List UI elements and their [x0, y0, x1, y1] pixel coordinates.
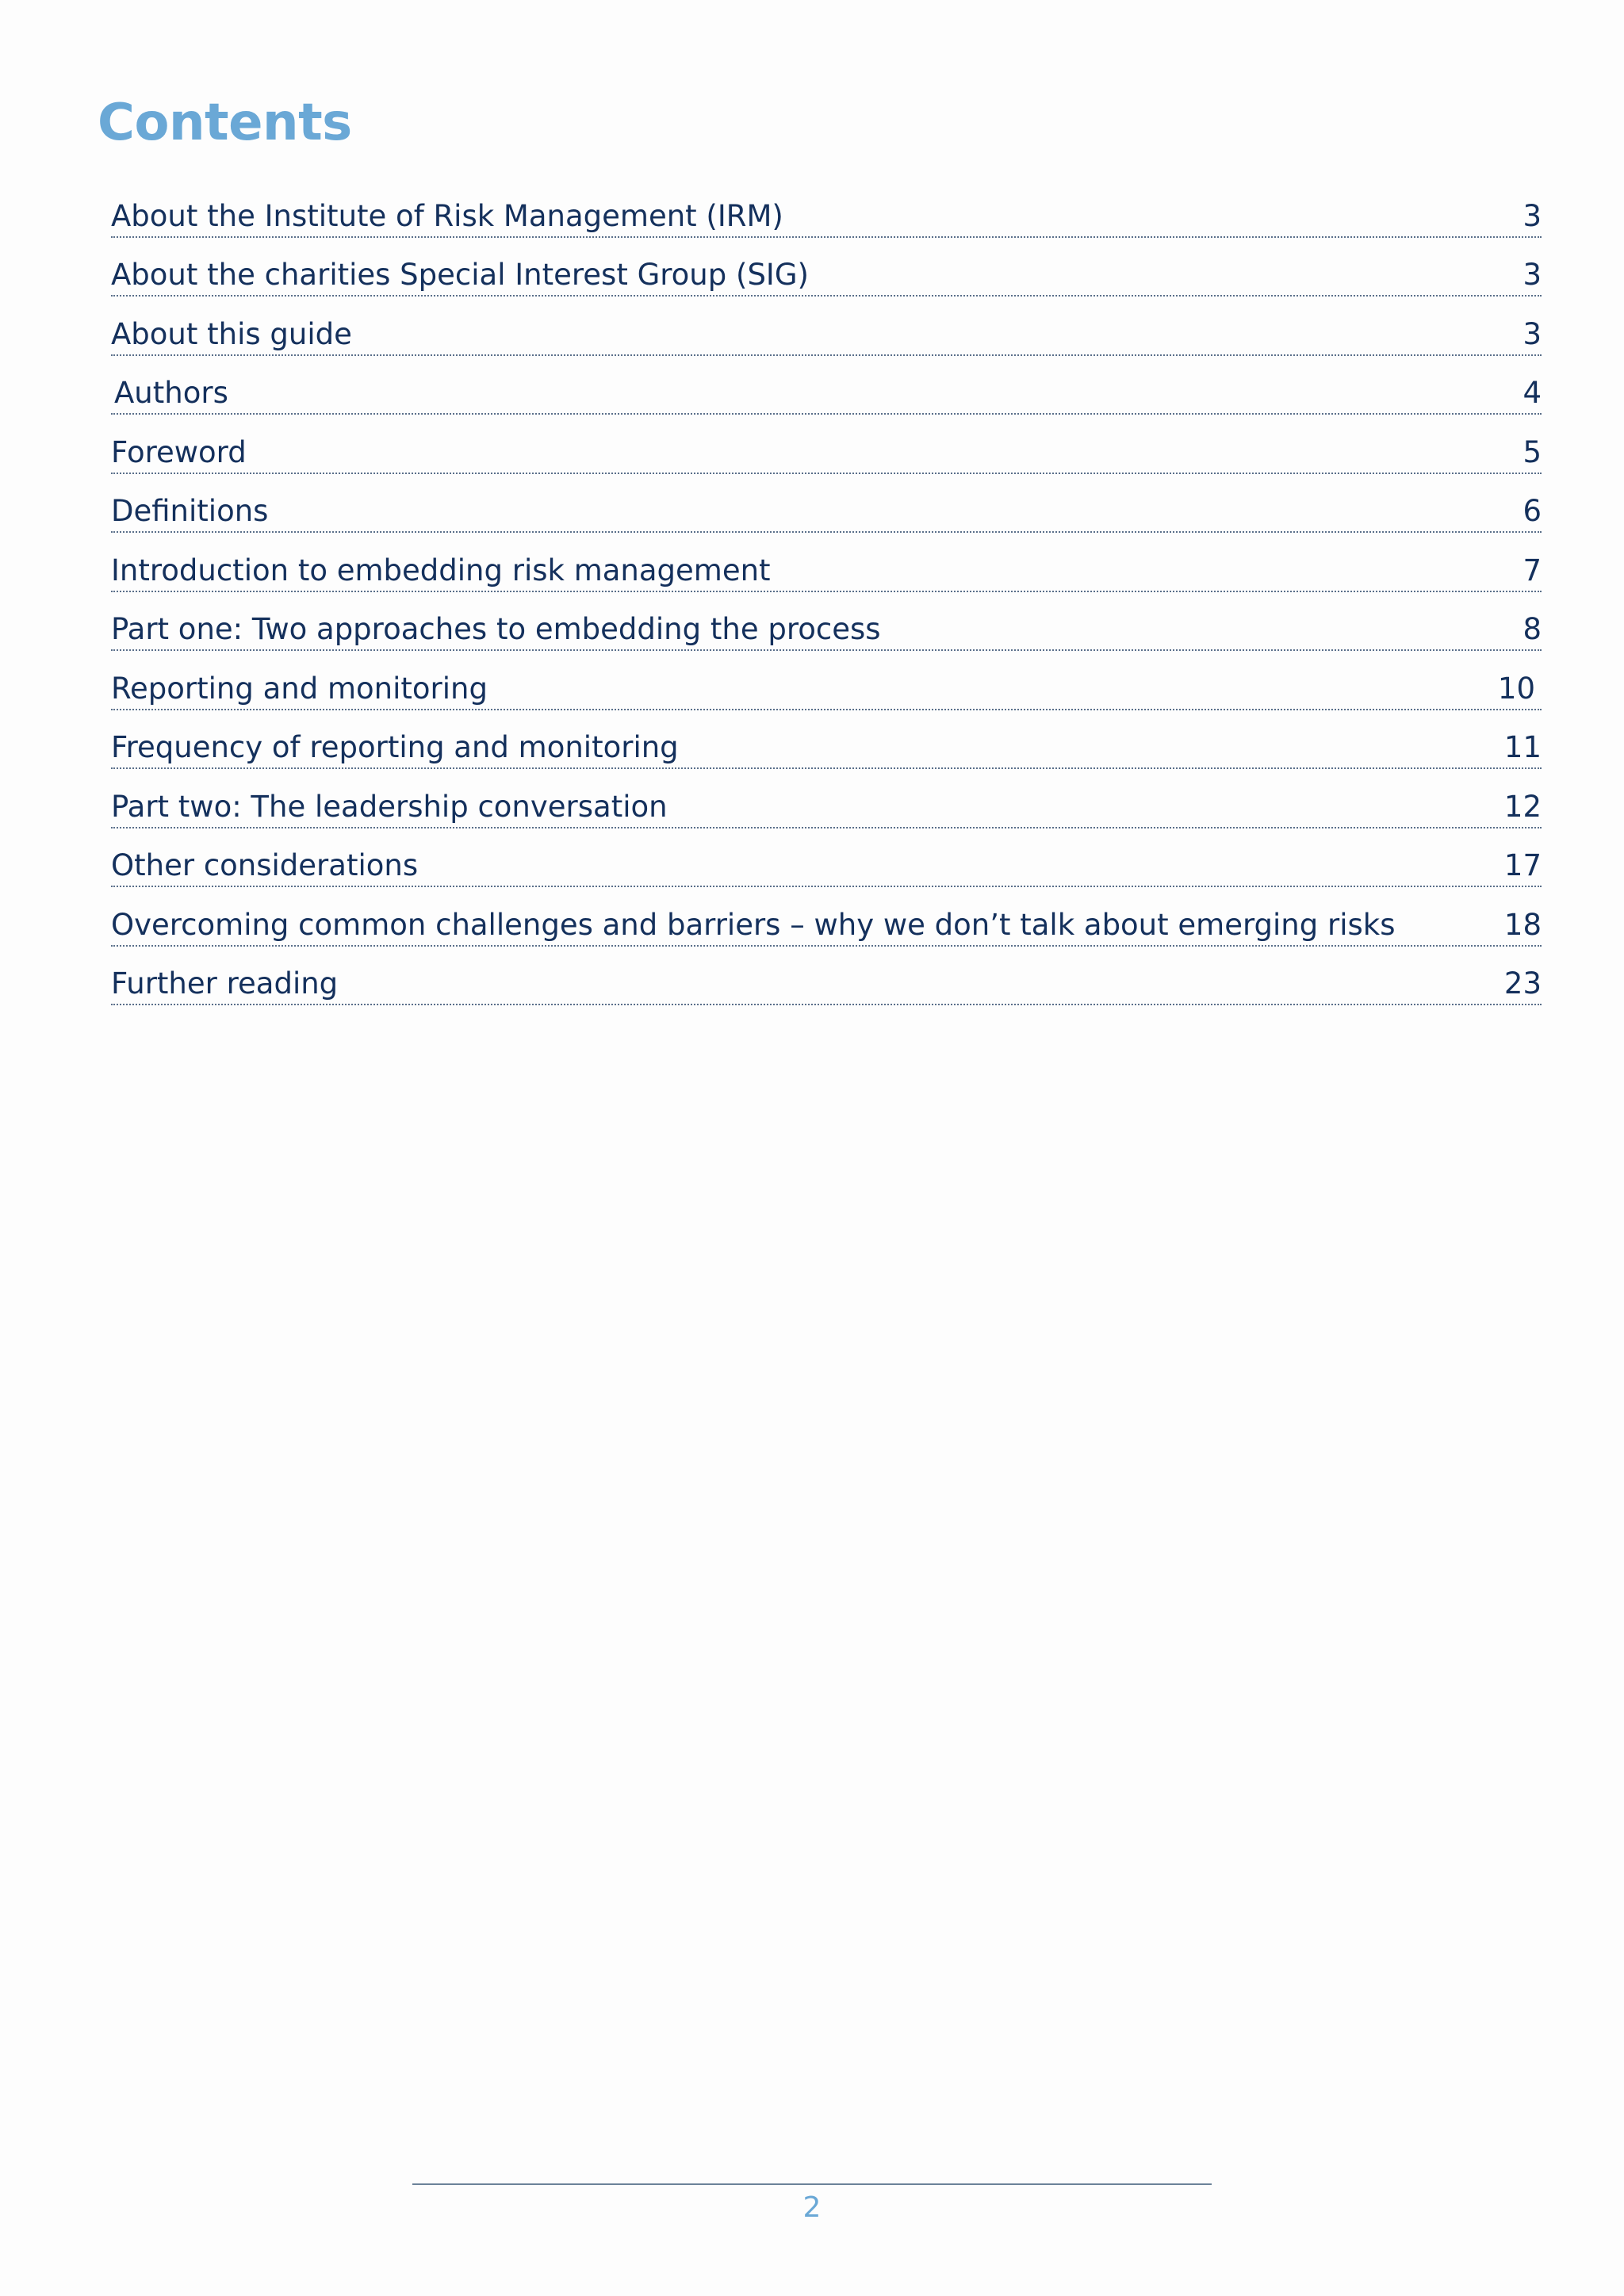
toc-entry-title: Definitions	[111, 494, 269, 528]
toc-entry-challenges[interactable]	[111, 887, 1542, 947]
toc-entry-title: Frequency of reporting and monitoring	[111, 730, 679, 764]
toc-entry-title: About the charities Special Interest Group (SIG)	[111, 258, 809, 292]
page-number: 2	[802, 2191, 822, 2224]
toc-entry-title: About this guide	[111, 316, 352, 351]
footer-divider	[412, 2183, 1212, 2185]
toc-entry-title: Part two: The leadership conversation	[111, 789, 668, 824]
toc-entry-page: 10	[1497, 671, 1535, 706]
toc-entry-title: Other considerations	[111, 848, 419, 882]
toc-entry-definitions[interactable]	[111, 474, 1542, 534]
toc-entry-page: 23	[1503, 966, 1542, 1001]
toc-entry-introduction[interactable]	[111, 533, 1542, 592]
toc-entry-authors[interactable]	[111, 356, 1542, 415]
toc-entry-page: 6	[1522, 494, 1542, 528]
toc-entry-title: Further reading	[111, 966, 339, 1001]
toc-entry-title: Overcoming common challenges and barriers – why we don’t talk about emerging risks	[111, 907, 1396, 942]
toc-entry-title: Foreword	[111, 434, 247, 469]
toc-entry-foreword[interactable]	[111, 415, 1542, 474]
toc-entry-title: About the Institute of Risk Management (IRM)	[111, 198, 783, 233]
toc-entry-page: 17	[1503, 848, 1542, 882]
toc-entry-about-guide[interactable]	[111, 297, 1542, 356]
toc-entry-page: 3	[1522, 258, 1542, 292]
toc-entry-title: Introduction to embedding risk management	[111, 553, 771, 587]
toc-entry-page: 3	[1522, 198, 1542, 233]
toc-entry-reporting-monitoring[interactable]	[111, 651, 1542, 710]
toc-entry-title: Part one: Two approaches to embedding the process	[111, 612, 881, 646]
toc-entry-page: 4	[1522, 376, 1542, 410]
toc-entry-page: 12	[1503, 789, 1542, 824]
toc-entry-about-sig[interactable]	[111, 238, 1542, 297]
toc-entry-frequency[interactable]	[111, 710, 1542, 770]
toc-entry-other-considerations[interactable]	[111, 828, 1542, 888]
table-of-contents	[111, 178, 1542, 1005]
toc-entry-page: 18	[1503, 907, 1542, 942]
page-title: Contents	[98, 94, 352, 152]
toc-entry-about-irm[interactable]	[111, 178, 1542, 238]
toc-entry-title: Authors	[114, 376, 228, 410]
toc-entry-page: 7	[1522, 553, 1542, 587]
toc-entry-page: 8	[1522, 612, 1542, 646]
toc-entry-further-reading[interactable]	[111, 947, 1542, 1006]
toc-entry-part-one[interactable]	[111, 592, 1542, 652]
toc-entry-part-two[interactable]	[111, 769, 1542, 828]
toc-entry-page: 11	[1503, 730, 1542, 764]
toc-entry-title: Reporting and monitoring	[111, 671, 488, 706]
toc-entry-page: 3	[1522, 316, 1542, 351]
toc-entry-page: 5	[1522, 434, 1542, 469]
